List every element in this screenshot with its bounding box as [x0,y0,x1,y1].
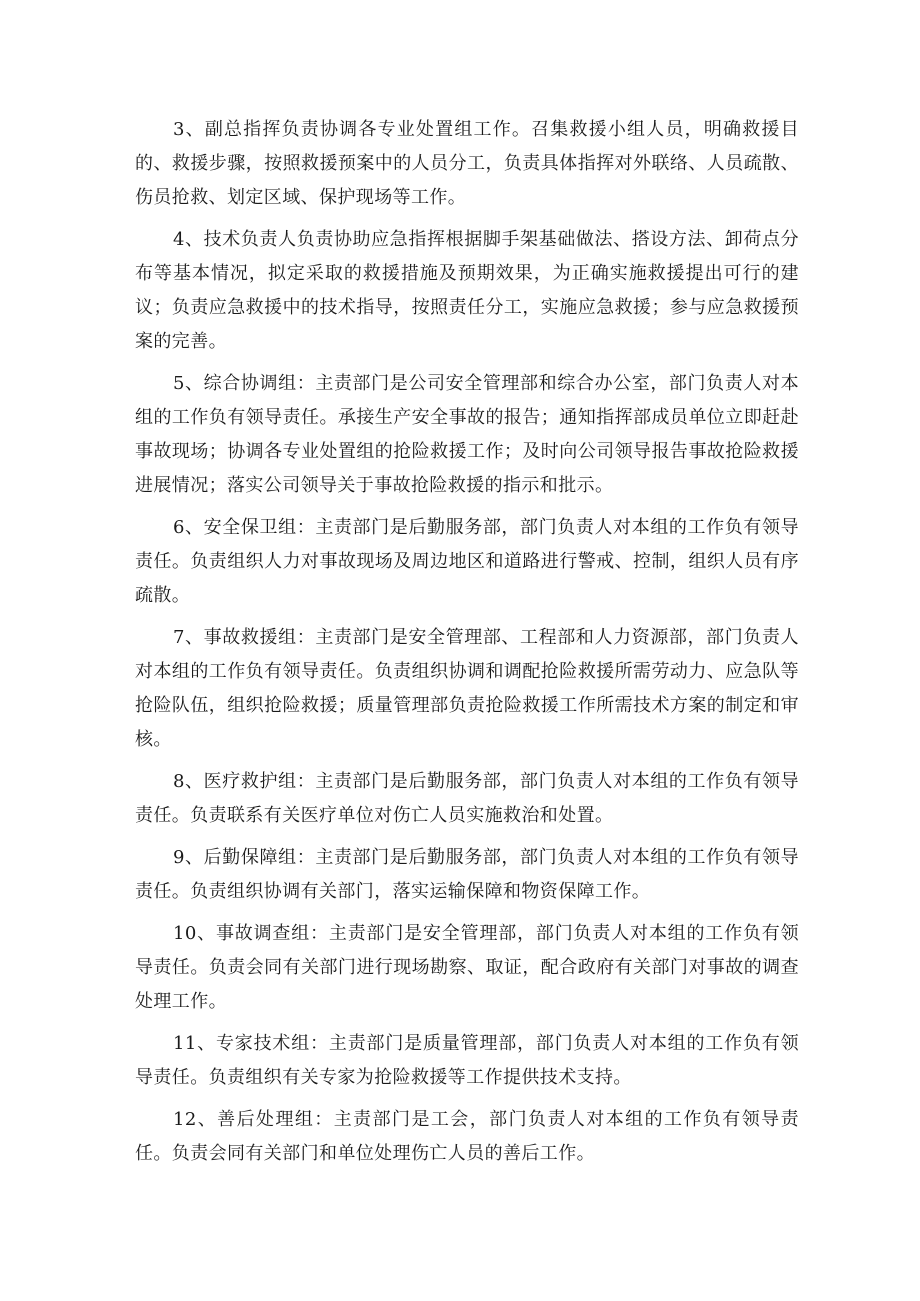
paragraph-logistics-group: 9、后勤保障组：主责部门是后勤服务部，部门负责人对本组的工作负有领导责任。负责组织协调有关部门，落实运输保障和物资保障工作。 [135,847,799,902]
paragraph-medical-group: 8、医疗救护组：主责部门是后勤服务部，部门负责人对本组的工作负有领导责任。负责联系有关医疗单位对伤亡人员实施救治和处置。 [135,771,799,826]
paragraph-security-group: 6、安全保卫组：主责部门是后勤服务部，部门负责人对本组的工作负有领导责任。负责组织人力对事故现场及周边地区和道路进行警戒、控制，组织人员有序疏散。 [135,517,799,606]
paragraph-deputy-commander: 3、副总指挥负责协调各专业处置组工作。召集救援小组人员，明确救援目的、救援步骤，按照救援预案中的人员分工，负责具体指挥对外联络、人员疏散、伤员抢救、划定区域、保护现场等工作。 [135,119,799,208]
paragraph-coordination-group: 5、综合协调组：主责部门是公司安全管理部和综合办公室，部门负责人对本组的工作负有领导责任。承接生产安全事故的报告；通知指挥部成员单位立即赶赴事故现场；协调各专业处置组的抢险救援工作；及时向公司领导报告事故抢险救援进展情况；落实公司领导关于事故抢险救援的指示和批示。 [135,373,799,496]
paragraph-technical-lead: 4、技术负责人负责协助应急指挥根据脚手架基础做法、搭设方法、卸荷点分布等基本情况，拟定采取的救援措施及预期效果，为正确实施救援提出可行的建议；负责应急救援中的技术指导，按照责任分工，实施应急救援；参与应急救援预案的完善。 [135,229,799,352]
paragraph-aftermath-group: 12、善后处理组：主责部门是工会，部门负责人对本组的工作负有领导责任。负责会同有关部门和单位处理伤亡人员的善后工作。 [135,1109,799,1164]
document-body [135,113,799,1179]
paragraph-expert-group: 11、专家技术组：主责部门是质量管理部，部门负责人对本组的工作负有领导责任。负责组织有关专家为抢险救援等工作提供技术支持。 [135,1033,799,1088]
paragraph-investigation-group: 10、事故调查组：主责部门是安全管理部，部门负责人对本组的工作负有领导责任。负责会同有关部门进行现场勘察、取证，配合政府有关部门对事故的调查处理工作。 [135,923,799,1012]
paragraph-rescue-group: 7、事故救援组：主责部门是安全管理部、工程部和人力资源部，部门负责人对本组的工作负有领导责任。负责组织协调和调配抢险救援所需劳动力、应急队等抢险队伍，组织抢险救援；质量管理部负责抢险救援工作所需技术方案的制定和审核。 [135,627,799,750]
